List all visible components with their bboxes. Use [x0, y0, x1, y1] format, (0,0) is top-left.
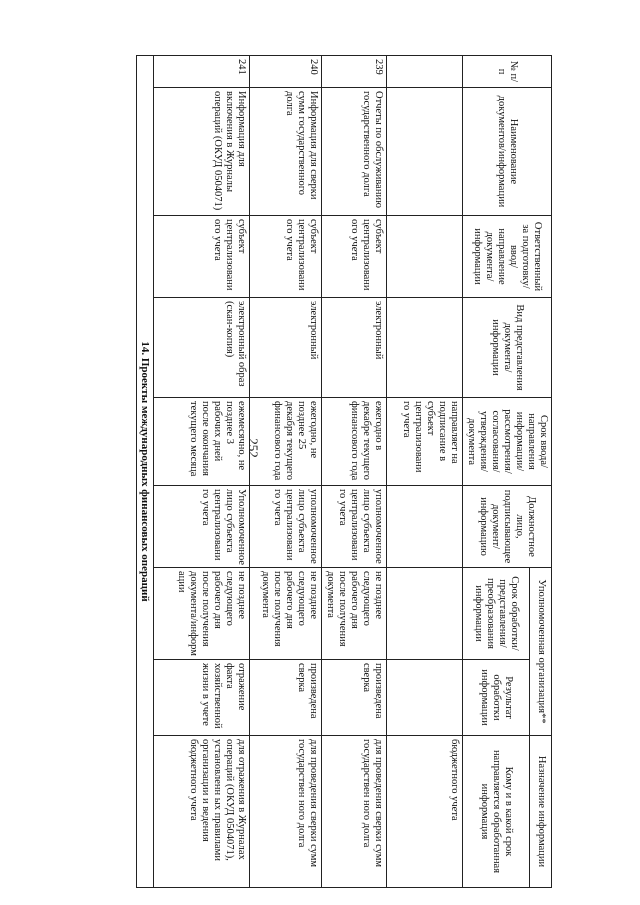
cell-purpose: для проведения сверки сумм государствен ного долга	[322, 736, 387, 888]
cell-official: уполномоченное лицо субъекта централизовани го учета	[250, 486, 322, 568]
table-row	[322, 56, 387, 888]
cell-auth-result: отражение факта хозяйственной жизни в учете	[154, 660, 250, 736]
col-no: № п/п	[463, 56, 552, 88]
cell-deadline: направляет на подписание в субъект централизовани го учета	[387, 398, 463, 486]
cell-form: электронный	[250, 298, 322, 398]
page-number: 252	[246, 438, 261, 458]
col-official: Должностное лицо, подписывающее документ/ информацию	[463, 486, 552, 568]
cell-official	[387, 486, 463, 568]
cell-auth-deadline: не позднее следующего рабочего дня после получения документа/информ ации	[154, 568, 250, 660]
cell-auth-deadline: не позднее следующего рабочего дня после получения документа	[322, 568, 387, 660]
col-responsible: Ответственный за подготовку/ ввод/ направление документа/ информации	[463, 216, 552, 298]
cell-no	[387, 56, 463, 88]
cell-name: Отчеты по обслуживанию государственного долга	[322, 88, 387, 216]
cell-form: электронный	[322, 298, 387, 398]
cell-purpose: бюджетного учета	[387, 736, 463, 888]
cell-official: уполномоченное лицо субъекта централизовани го учета	[322, 486, 387, 568]
col-auth-deadline: Срок обработки/ представления/ преобразования информации	[463, 568, 530, 660]
cell-form: электронный образ (скан-копия)	[154, 298, 250, 398]
cell-official: Уполномоченное лицо субъекта централизовани го учета	[154, 486, 250, 568]
cell-deadline: ежегодно в декабре текущего финансового года	[322, 398, 387, 486]
cell-name: Информация для включения в Журналы операций (ОКУД 0504071)	[154, 88, 250, 216]
cell-form	[387, 298, 463, 398]
col-auth-result: Результат обработки информации	[463, 660, 530, 736]
cell-deadline: ежегодно, не позднее 25 декабря текущего финансового года	[250, 398, 322, 486]
cell-purpose: для отражения в Журналах операций (ОКУД 0504071), установленн ых правилами организации и ведения бюджетного учета	[154, 736, 250, 888]
cell-purpose: для проведения сверки сумм государствен ного долга	[250, 736, 322, 888]
document-table-rotated	[88, 55, 552, 887]
table-row	[250, 56, 322, 888]
col-name: Наименование документов/информации	[463, 88, 552, 216]
section-row	[137, 56, 154, 888]
col-purpose-sub: Кому и в какой срок направляется обработанная информация	[463, 736, 530, 888]
cell-responsible	[387, 216, 463, 298]
col-purpose: Назначение информации	[530, 736, 552, 888]
cell-name	[387, 88, 463, 216]
col-deadline: Срок ввода/ направления информации/ рассмотрения/ согласования/ утверждения/ документа	[463, 398, 552, 486]
cell-auth-result	[387, 660, 463, 736]
col-auth-org: Уполномоченная организация**	[530, 568, 552, 736]
cell-no: 240	[250, 56, 322, 88]
col-form: Вид представления документа/ информации	[463, 298, 552, 398]
document-table	[136, 55, 552, 888]
cell-responsible: субъект централизовани ого учета	[250, 216, 322, 298]
table-row	[154, 56, 250, 888]
table-row	[387, 56, 463, 888]
cell-no: 239	[322, 56, 387, 88]
cell-auth-deadline	[387, 568, 463, 660]
cell-name: Информация для сверки сумм государственного долга	[250, 88, 322, 216]
header-row-1	[530, 56, 552, 888]
cell-responsible: субъект централизовани ого учета	[154, 216, 250, 298]
cell-auth-deadline: не позднее следующего рабочего дня после получения документа	[250, 568, 322, 660]
cell-responsible: субъект централизовани ого учета	[322, 216, 387, 298]
cell-auth-result: произведена сверка	[322, 660, 387, 736]
cell-no: 241	[154, 56, 250, 88]
cell-auth-result: произведена сверка	[250, 660, 322, 736]
cell-deadline: ежемесячно, не позднее 3 рабочих дней после окончания текущего месяца	[154, 398, 250, 486]
section-title: 14. Проекты международных финансовых операций	[137, 56, 154, 888]
